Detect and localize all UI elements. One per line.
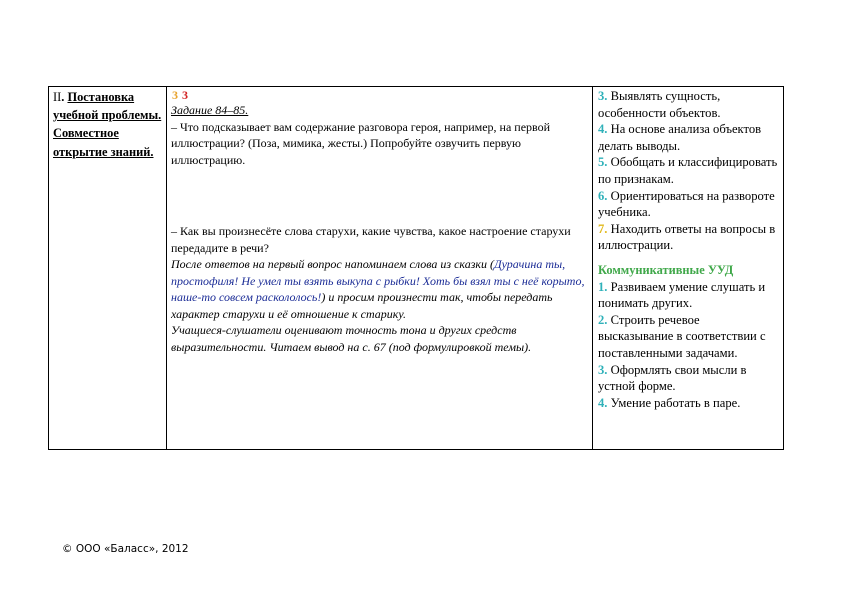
note-b: ) и просим произнести так, чтобы передать характер старухи и её отношение к старику.	[171, 290, 553, 321]
skill-item	[598, 121, 778, 154]
skill-item	[598, 188, 778, 221]
note-a: После ответов на первый вопрос напоминаем слова из сказки (	[171, 257, 494, 271]
comm-item	[598, 312, 778, 362]
skill-num: 4.	[598, 122, 608, 137]
comm-item	[598, 362, 778, 395]
comm-num: 1.	[598, 279, 608, 294]
skill-text: Выявлять сущность, особенности объектов.	[598, 89, 721, 120]
task-label: Задание 84–85.	[171, 103, 249, 117]
skill-item	[598, 154, 778, 187]
skill-num: 3.	[598, 89, 608, 103]
skill-num: 5.	[598, 155, 608, 170]
comm-text: Умение работать в паре.	[607, 395, 741, 410]
stage-sep: .	[61, 90, 68, 104]
comm-text: Оформлять свои мысли в устной форме.	[598, 362, 747, 394]
skill-item	[598, 221, 778, 254]
comm-item	[598, 279, 778, 312]
comm-text: Строить речевое высказывание в соответствии с поставленными задачами.	[598, 312, 766, 360]
skill-text: На основе анализа объектов делать выводы.	[598, 122, 762, 153]
task-line	[171, 102, 588, 119]
skill-num: 7.	[598, 221, 608, 236]
stage-cell	[49, 87, 167, 449]
stage-number: II	[53, 90, 62, 104]
question-2: – Как вы произнесёте слова старухи, какие чувства, какое настроение старухи передадите в речи?	[171, 224, 571, 255]
skill-text: Ориентироваться на развороте учебника.	[598, 188, 775, 220]
teacher-note	[171, 256, 588, 322]
tale-quote: Дурачина ты, простофиля! Не умел ты взять выкупа с рыбки! Хоть бы взял ты с неё корыто, наше-то совсем раскололось!	[171, 257, 585, 304]
copyright-footer: © ООО «Баласс», 2012	[62, 543, 189, 555]
skill-text: Обобщать и классифицировать по признакам.	[598, 155, 778, 186]
skill-num: 6.	[598, 188, 608, 203]
comm-heading: Коммуникативные УУД	[598, 262, 734, 277]
comm-text: Развиваем умение слушать и понимать других.	[598, 279, 766, 311]
teacher-note-2: Учащиеся-слушатели оценивают точность тона и других средств выразительности. Читаем вывод на с. 67 (под формулировкой темы).	[171, 323, 532, 354]
question-1: – Что подсказывает вам содержание разговора героя, например, на первой иллюстрации? (Поза, мимика, жесты.) Попробуйте озвучить первую иллюстрацию.	[171, 119, 551, 167]
stage-heading	[53, 88, 162, 161]
skill-item	[598, 88, 778, 121]
comm-num: 4.	[598, 395, 608, 410]
comm-item	[598, 395, 778, 412]
lesson-table	[48, 86, 784, 450]
level-badges	[171, 88, 588, 102]
stage-title: Постановка учебной проблемы. Совместное открытие знаний.	[53, 90, 162, 159]
activity-cell	[167, 87, 593, 449]
badge-orange: 3	[172, 88, 178, 102]
comm-num: 3.	[598, 362, 608, 377]
skill-text: Находить ответы на вопросы в иллюстрации.	[598, 221, 776, 253]
badge-red: 3	[182, 88, 188, 102]
comm-num: 2.	[598, 312, 608, 327]
skills-cell	[593, 87, 783, 449]
